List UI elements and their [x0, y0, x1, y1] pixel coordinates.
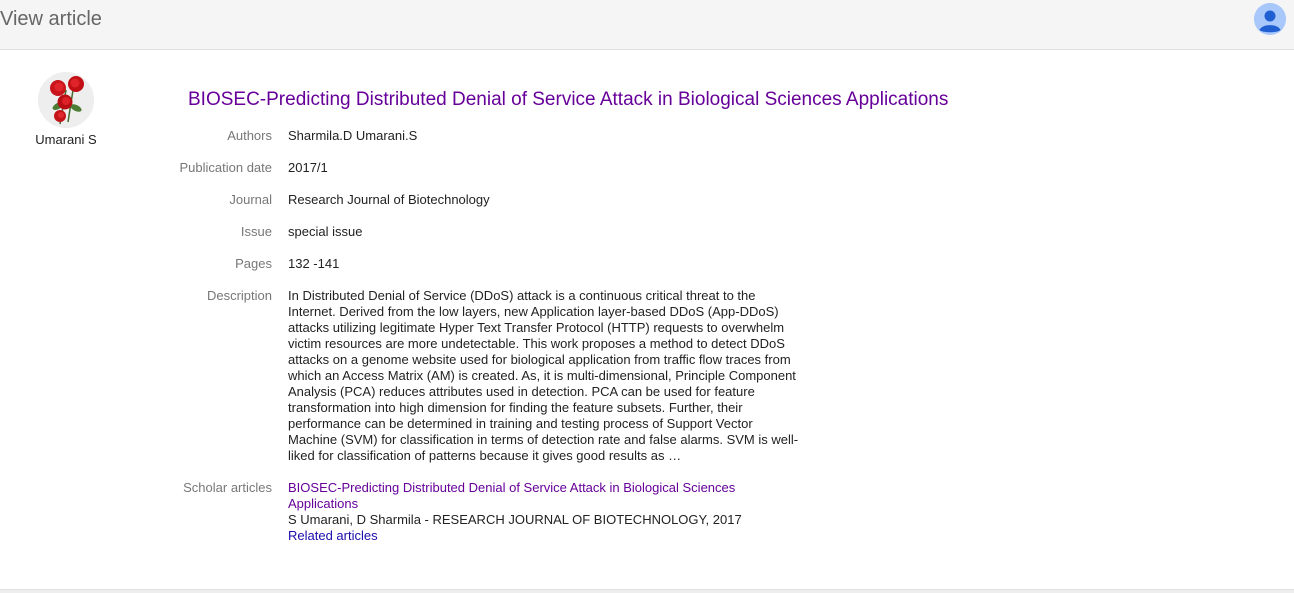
field-scholar-articles	[160, 480, 840, 544]
field-description	[160, 288, 840, 464]
field-label: Description	[206, 288, 272, 303]
journal-value: Research Journal of Biotechnology	[288, 192, 490, 207]
red-roses-avatar-icon[interactable]	[38, 72, 94, 128]
top-bar	[0, 0, 1294, 50]
field-label: Publication date	[179, 160, 272, 175]
scholar-article-link[interactable]: BIOSEC-Predicting Distributed Denial of Service Attack in Biological Sciences Applications	[288, 480, 736, 511]
article-details	[160, 128, 840, 560]
scholar-articles-value	[288, 480, 803, 544]
publication-date-value: 2017/1	[288, 160, 328, 175]
article-title-link[interactable]: BIOSEC-Predicting Distributed Denial of Service Attack in Biological Sciences Applications	[188, 89, 949, 110]
issue-value: special issue	[288, 224, 363, 239]
field-label: Authors	[227, 128, 272, 143]
bottom-divider	[0, 589, 1294, 593]
field-authors	[160, 128, 840, 144]
field-issue	[160, 224, 840, 240]
field-label: Journal	[229, 192, 272, 207]
scholar-citation: S Umarani, D Sharmila - RESEARCH JOURNAL OF BIOTECHNOLOGY, 2017	[288, 512, 742, 527]
account-icon[interactable]	[1254, 3, 1286, 35]
field-journal	[160, 192, 840, 208]
authors-value: Sharmila.D Umarani.S	[288, 128, 418, 143]
pages-value: 132 -141	[288, 256, 340, 271]
field-label: Scholar articles	[183, 480, 272, 495]
description-value: In Distributed Denial of Service (DDoS) attack is a continuous critical threat to the Internet. Derived from the low layers, new Application layer-based DDoS (App-DDoS) attacks utilizing legitimate Hyper Text Transfer Protocol (HTTP) requests to overwhelm victim resources are more undetectable. This work proposes a method to detect DDoS attacks on a genome website used for biological application from traffic flow traces from which an Access Matrix (AM) is created. As, it is multi-dimensional, Principle Component Analysis (PCA) reduces attributes used in detection. PCA can be used for feature transformation into high dimension for finding the feature subsets. Further, their performance can be determined in training and testing process of Support Vector Machine (SVM) for classification in terms of detection rate and false alarms. SVM is well-liked for classification of patterns because it gives good results as …	[288, 288, 799, 463]
page-title: View article	[0, 8, 102, 30]
field-pages	[160, 256, 840, 272]
field-label: Issue	[240, 224, 272, 239]
profile-name[interactable]: Umarani S	[35, 132, 97, 147]
related-articles-link[interactable]: Related articles	[288, 528, 378, 543]
field-label: Pages	[235, 256, 272, 271]
author-profile	[20, 72, 112, 148]
field-publication-date	[160, 160, 840, 176]
